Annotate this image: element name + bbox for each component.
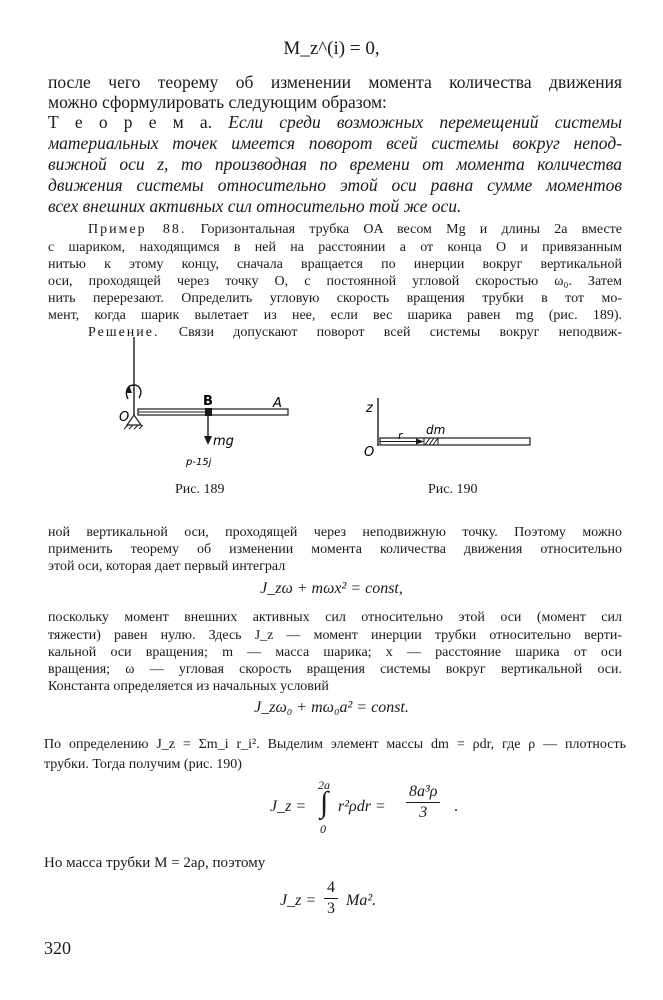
theorem-line-1 bbox=[48, 112, 622, 133]
after-f3-line-1: По определению J_z = Σm_i r_i². Выделим элемент массы dm = ρdr, где ρ — плотность bbox=[44, 737, 626, 752]
example-line-1 bbox=[88, 222, 622, 238]
ground-hatch-4 bbox=[139, 425, 143, 429]
example-line-4: оси, проходящей через точку O, с постоянной угловой скоростью ω₀. Затем bbox=[48, 274, 622, 289]
f5-fraction bbox=[324, 878, 338, 919]
theorem-label: Т е о р е м а. bbox=[48, 112, 213, 132]
fig190-caption: Рис. 190 bbox=[428, 482, 478, 497]
f5-rhs: Ma². bbox=[346, 892, 377, 909]
example-line-6: мент, когда шарик вылетает из нее, если вес шарика равен mg (рис. 189). bbox=[48, 308, 622, 323]
f4-denominator: 3 bbox=[419, 804, 428, 821]
example-line-5: нить перерезают. Определить угловую скорость вращения трубки в тот мо- bbox=[48, 291, 622, 306]
formula-moment-zero bbox=[0, 38, 663, 60]
formula-moment-of-inertia-integral bbox=[270, 778, 510, 838]
example-line-3: нитью к этому концу, сначала вращается по инерции вокруг вертикальной bbox=[48, 257, 622, 272]
continuation-line-2: применить теорему об изменении момента количества движения относительно bbox=[48, 542, 622, 557]
example-line-2: с шариком, находящимся в ней на расстоянии a от конца O и привязанным bbox=[48, 240, 622, 255]
f5-numerator: 4 bbox=[324, 878, 338, 899]
formula-text: M_z^(i) = 0, bbox=[283, 38, 380, 59]
intro-line-2: можно сформулировать следующим образом: bbox=[48, 92, 387, 112]
ground-hatch-2 bbox=[129, 425, 133, 429]
fig189-label-o: O bbox=[119, 410, 130, 425]
f5-denominator: 3 bbox=[327, 900, 335, 917]
theorem-text: Если среди возможных перемещений системы bbox=[228, 112, 622, 132]
f4-upper-limit: 2a bbox=[318, 778, 330, 792]
fig189-label-a: A bbox=[273, 396, 282, 411]
f4-fraction bbox=[406, 782, 440, 823]
after-f2-line-3: кальной оси вращения; m — масса шарика; x — расстояние шарика от оси bbox=[48, 645, 622, 660]
example-text: Горизонтальная трубка OA весом Mg и длины 2a вместе bbox=[200, 222, 622, 237]
formula-initial-conditions bbox=[0, 699, 663, 717]
fig190-label-dm: dm bbox=[426, 423, 446, 437]
theorem-line-4: движения системы относительно этой оси равна сумме моментов bbox=[48, 175, 622, 195]
gravity-arrowhead-icon bbox=[204, 436, 212, 445]
fig189-label-mg: mg bbox=[213, 434, 234, 449]
ground-hatch-1 bbox=[124, 425, 128, 429]
formula-text: J_zω + mωx² = const, bbox=[260, 580, 403, 597]
figure-189 bbox=[110, 335, 310, 470]
f4-lhs: J_z = bbox=[270, 798, 307, 815]
ground-hatch-3 bbox=[134, 425, 138, 429]
after-f2-line-1: поскольку момент внешних активных сил относительно этой оси (момент сил bbox=[48, 610, 622, 625]
figure-190 bbox=[360, 390, 540, 465]
fig190-label-z: z bbox=[366, 401, 373, 416]
after-f2-line-4: вращения; ω — угловая скорость вращения системы вокруг вертикальной оси. bbox=[48, 662, 622, 677]
continuation-line-3: этой оси, которая дает первый интеграл bbox=[48, 559, 286, 574]
fig190-label-r: r bbox=[398, 429, 403, 442]
continuation-line-1: ной вертикальной оси, проходящей через неподвижную точку. Поэтому можно bbox=[48, 525, 622, 540]
formula-first-integral bbox=[0, 580, 663, 598]
radius-arrowhead-icon bbox=[416, 439, 424, 445]
example-label: Пример 88. bbox=[88, 222, 187, 237]
solution-text: Связи допускают поворот всей системы вокруг неподвиж- bbox=[178, 325, 622, 340]
after-f2-line-5: Константа определяется из начальных условий bbox=[48, 679, 329, 694]
intro-line-1: после чего теорему об изменении момента количества движения bbox=[48, 72, 622, 92]
theorem-line-2: материальных точек имеется поворот всей системы вокруг непод- bbox=[48, 133, 622, 153]
theorem-line-5: всех внешних активных сил относительно той же оси. bbox=[48, 196, 462, 216]
after-f2-line-2: тяжести) равен нулю. Здесь J_z — момент инерции трубки относительно верти- bbox=[48, 628, 622, 643]
after-f4-line: Но масса трубки M = 2aρ, поэтому bbox=[44, 855, 266, 871]
solution-label: Решение. bbox=[88, 325, 160, 340]
integral-sign-icon: ∫ bbox=[320, 786, 329, 819]
f4-lower-limit: 0 bbox=[320, 822, 326, 836]
fig189-caption: Рис. 189 bbox=[175, 482, 225, 497]
f4-numerator: 8a³ρ bbox=[406, 782, 440, 803]
fig189-label-note: p-15j bbox=[186, 457, 212, 468]
page-number: 320 bbox=[44, 938, 71, 958]
ball-b bbox=[205, 408, 212, 416]
after-f3-line-2: трубки. Тогда получим (рис. 190) bbox=[44, 757, 242, 772]
f5-lhs: J_z = bbox=[280, 892, 317, 909]
f4-period: . bbox=[454, 798, 458, 815]
f4-integrand: r²ρdr = bbox=[338, 798, 386, 815]
theorem-line-3: вижной оси z, то производная по времени от момента количества bbox=[48, 154, 622, 174]
formula-moment-of-inertia-result bbox=[280, 878, 480, 928]
fig190-label-o: O bbox=[364, 445, 375, 460]
fig189-label-b: B bbox=[203, 394, 213, 409]
formula-text: J_zω₀ + mω₀a² = const. bbox=[254, 699, 409, 716]
